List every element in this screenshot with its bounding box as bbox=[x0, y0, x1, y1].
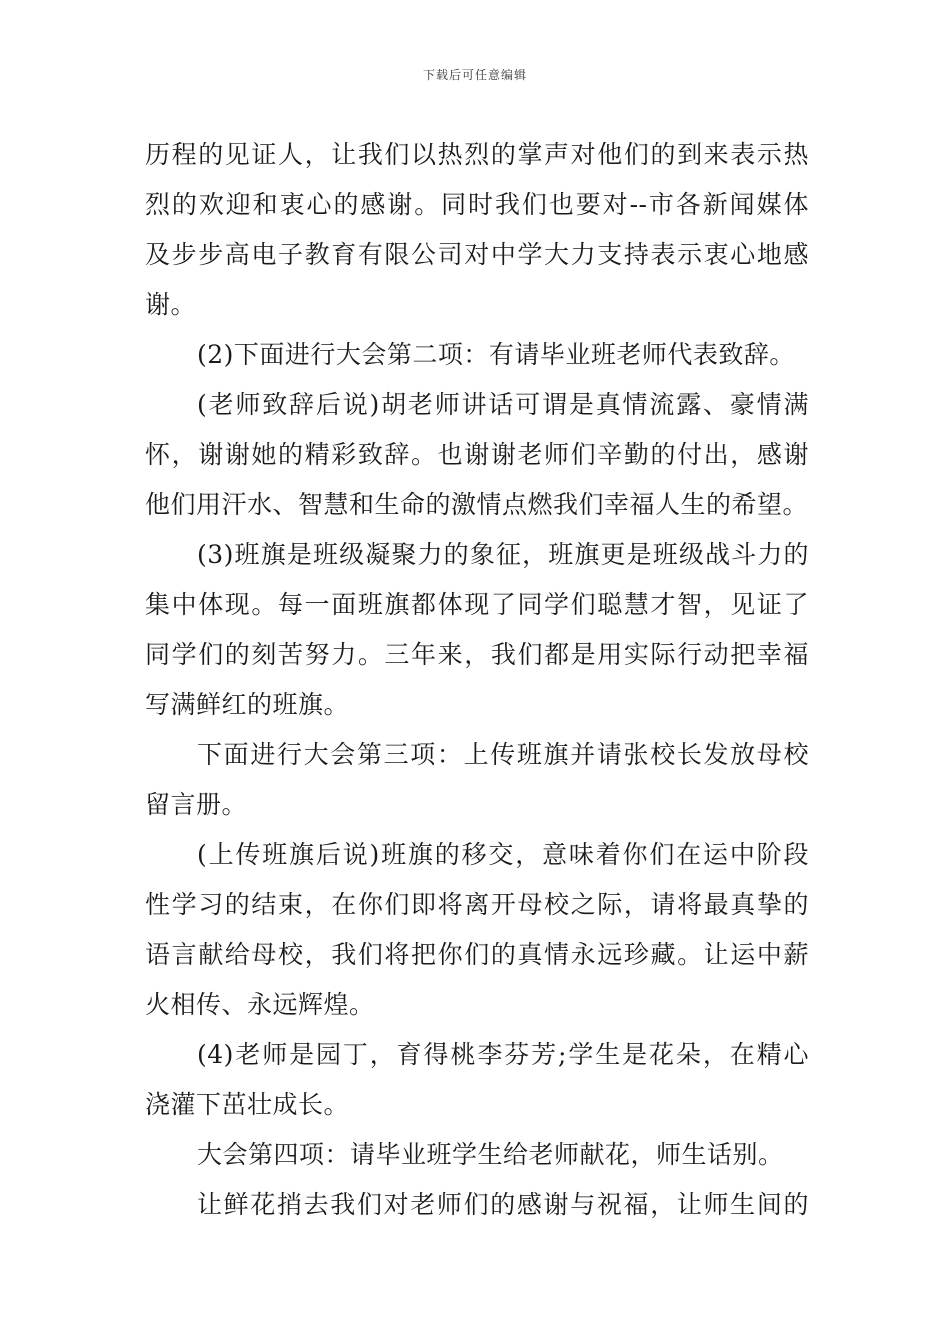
page-header: 下载后可任意编辑 bbox=[422, 68, 527, 82]
text-line: 让鲜花捎去我们对老师们的感谢与祝福，让师生间的 bbox=[197, 1190, 809, 1219]
text-line: 语言献给母校，我们将把你们的真情永远珍藏。让运中薪 bbox=[145, 940, 809, 969]
document-body bbox=[145, 130, 809, 1230]
text-line: 下面进行大会第三项：上传班旗并请张校长发放母校 bbox=[197, 740, 809, 769]
text-line: (3)班旗是班级凝聚力的象征，班旗更是班级战斗力的 bbox=[197, 540, 809, 569]
text-line: 他们用汗水、智慧和生命的激情点燃我们幸福人生的希望。 bbox=[145, 490, 809, 519]
text-line: 写满鲜红的班旗。 bbox=[145, 690, 350, 719]
text-line: 大会第四项：请毕业班学生给老师献花，师生话别。 bbox=[197, 1140, 784, 1169]
text-line: (2)下面进行大会第二项：有请毕业班老师代表致辞。 bbox=[197, 340, 795, 369]
text-line: (老师致辞后说)胡老师讲话可谓是真情流露、豪情满 bbox=[197, 390, 809, 419]
text-line: 烈的欢迎和衷心的感谢。同时我们也要对--市各新闻媒体 bbox=[145, 190, 809, 219]
text-line: 性学习的结束，在你们即将离开母校之际，请将最真挚的 bbox=[145, 890, 809, 919]
text-line: 历程的见证人，让我们以热烈的掌声对他们的到来表示热 bbox=[145, 140, 809, 169]
text-line: 浇灌下茁壮成长。 bbox=[145, 1090, 350, 1119]
text-line: 谢。 bbox=[145, 290, 197, 319]
text-line: 怀，谢谢她的精彩致辞。也谢谢老师们辛勤的付出，感谢 bbox=[145, 440, 809, 469]
text-line: 留言册。 bbox=[145, 790, 248, 819]
text-line: (4)老师是园丁，育得桃李芬芳;学生是花朵，在精心 bbox=[197, 1040, 809, 1069]
text-line: 火相传、永远辉煌。 bbox=[145, 990, 375, 1019]
text-line: 同学们的刻苦努力。三年来，我们都是用实际行动把幸福 bbox=[145, 640, 809, 669]
text-line: 集中体现。每一面班旗都体现了同学们聪慧才智，见证了 bbox=[145, 590, 809, 619]
text-line: 及步步高电子教育有限公司对中学大力支持表示衷心地感 bbox=[145, 240, 809, 269]
text-line: (上传班旗后说)班旗的移交，意味着你们在运中阶段 bbox=[197, 840, 809, 869]
